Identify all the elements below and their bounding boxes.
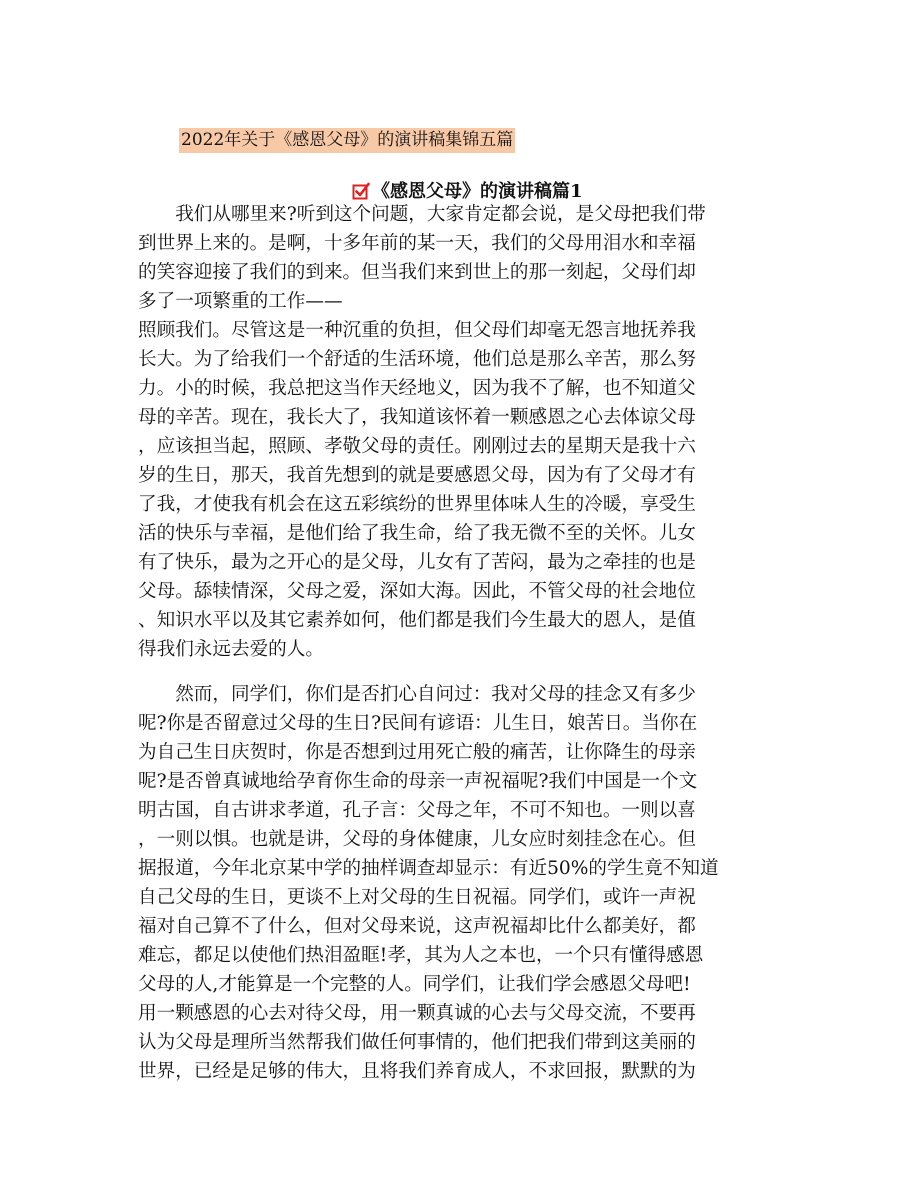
- text-line: 了我，才使我有机会在这五彩缤纷的世界里体味人生的冷暖，享受生: [138, 494, 696, 515]
- text-line: 难忘，都足以使他们热泪盈眶!孝，其为人之本也，一个只有懂得感恩: [138, 945, 704, 966]
- text-line: 据报道，今年北京某中学的抽样调查却显示：有近50%的学生竟不知道: [138, 858, 719, 879]
- text-line: 我们从哪里来?听到这个问题，大家肯定都会说，是父母把我们带: [138, 204, 706, 225]
- text-line: 的笑容迎接了我们的到来。但当我们来到世上的那一刻起，父母们却: [138, 262, 696, 283]
- text-line: 父母的人,才能算是一个完整的人。同学们，让我们学会感恩父母吧!: [138, 974, 691, 995]
- text-line: 世界，已经是足够的伟大，且将我们养育成人，不求回报，默默的为: [138, 1061, 696, 1082]
- text-line: 、知识水平以及其它素养如何，他们都是我们今生最大的恩人，是值: [138, 610, 696, 631]
- text-line: 福对自己算不了什么，但对父母来说，这声祝福却比什么都美好，都: [138, 916, 696, 937]
- text-line: 活的快乐与幸福，是他们给了我生命，给了我无微不至的关怀。儿女: [138, 523, 696, 544]
- text-line: 自己父母的生日，更谈不上对父母的生日祝福。同学们，或许一声祝: [138, 887, 696, 908]
- text-line: 呢?是否曾真诚地给孕育你生命的母亲一声祝福呢?我们中国是一个文: [138, 771, 698, 792]
- text-line: 母的辛苦。现在，我长大了，我知道该怀着一颗感恩之心去体谅父母: [138, 407, 696, 428]
- text-line: 为自己生日庆贺时，你是否想到过用死亡般的痛苦，让你降生的母亲: [138, 742, 696, 763]
- text-line: 父母。舔犊情深，父母之爱，深如大海。因此，不管父母的社会地位: [138, 581, 696, 602]
- paragraph-1: [138, 200, 788, 664]
- text-line: 有了快乐，最为之开心的是父母，儿女有了苦闷，最为之牵挂的也是: [138, 552, 696, 573]
- text-line: 长大。为了给我们一个舒适的生活环境，他们总是那么辛苦，那么努: [138, 349, 696, 370]
- text-line: 得我们永远去爱的人。: [138, 639, 324, 660]
- text-line: 多了一项繁重的工作——: [138, 291, 343, 312]
- document-title: 2022年关于《感恩父母》的演讲稿集锦五篇: [179, 128, 515, 153]
- text-line: ，应该担当起，照顾、孝敬父母的责任。刚刚过去的星期天是我十六: [138, 436, 696, 457]
- text-line: 认为父母是理所当然帮我们做任何事情的，他们把我们带到这美丽的: [138, 1032, 696, 1053]
- section-heading-text: 《感恩父母》的演讲稿篇1: [372, 181, 583, 202]
- text-line: 然而，同学们，你们是否扪心自问过：我对父母的挂念又有多少: [138, 684, 696, 705]
- text-line: 力。小的时候，我总把这当作天经地义，因为我不了解，也不知道父: [138, 378, 696, 399]
- paragraph-2: [138, 680, 788, 1086]
- text-line: 到世界上来的。是啊，十多年前的某一天，我们的父母用泪水和幸福: [138, 233, 696, 254]
- text-line: 用一颗感恩的心去对待父母，用一颗真诚的心去与父母交流，不要再: [138, 1003, 696, 1024]
- text-line: 明古国，自古讲求孝道，孔子言：父母之年，不可不知也。一则以喜: [138, 800, 696, 821]
- text-line: 岁的生日，那天，我首先想到的就是要感恩父母，因为有了父母才有: [138, 465, 696, 486]
- text-line: 呢?你是否留意过父母的生日?民间有谚语：儿生日，娘苦日。当你在: [138, 713, 698, 734]
- text-line: 照顾我们。尽管这是一种沉重的负担，但父母们却毫无怨言地抚养我: [138, 320, 696, 341]
- text-line: ，一则以惧。也就是讲，父母的身体健康，儿女应时刻挂念在心。但: [138, 829, 696, 850]
